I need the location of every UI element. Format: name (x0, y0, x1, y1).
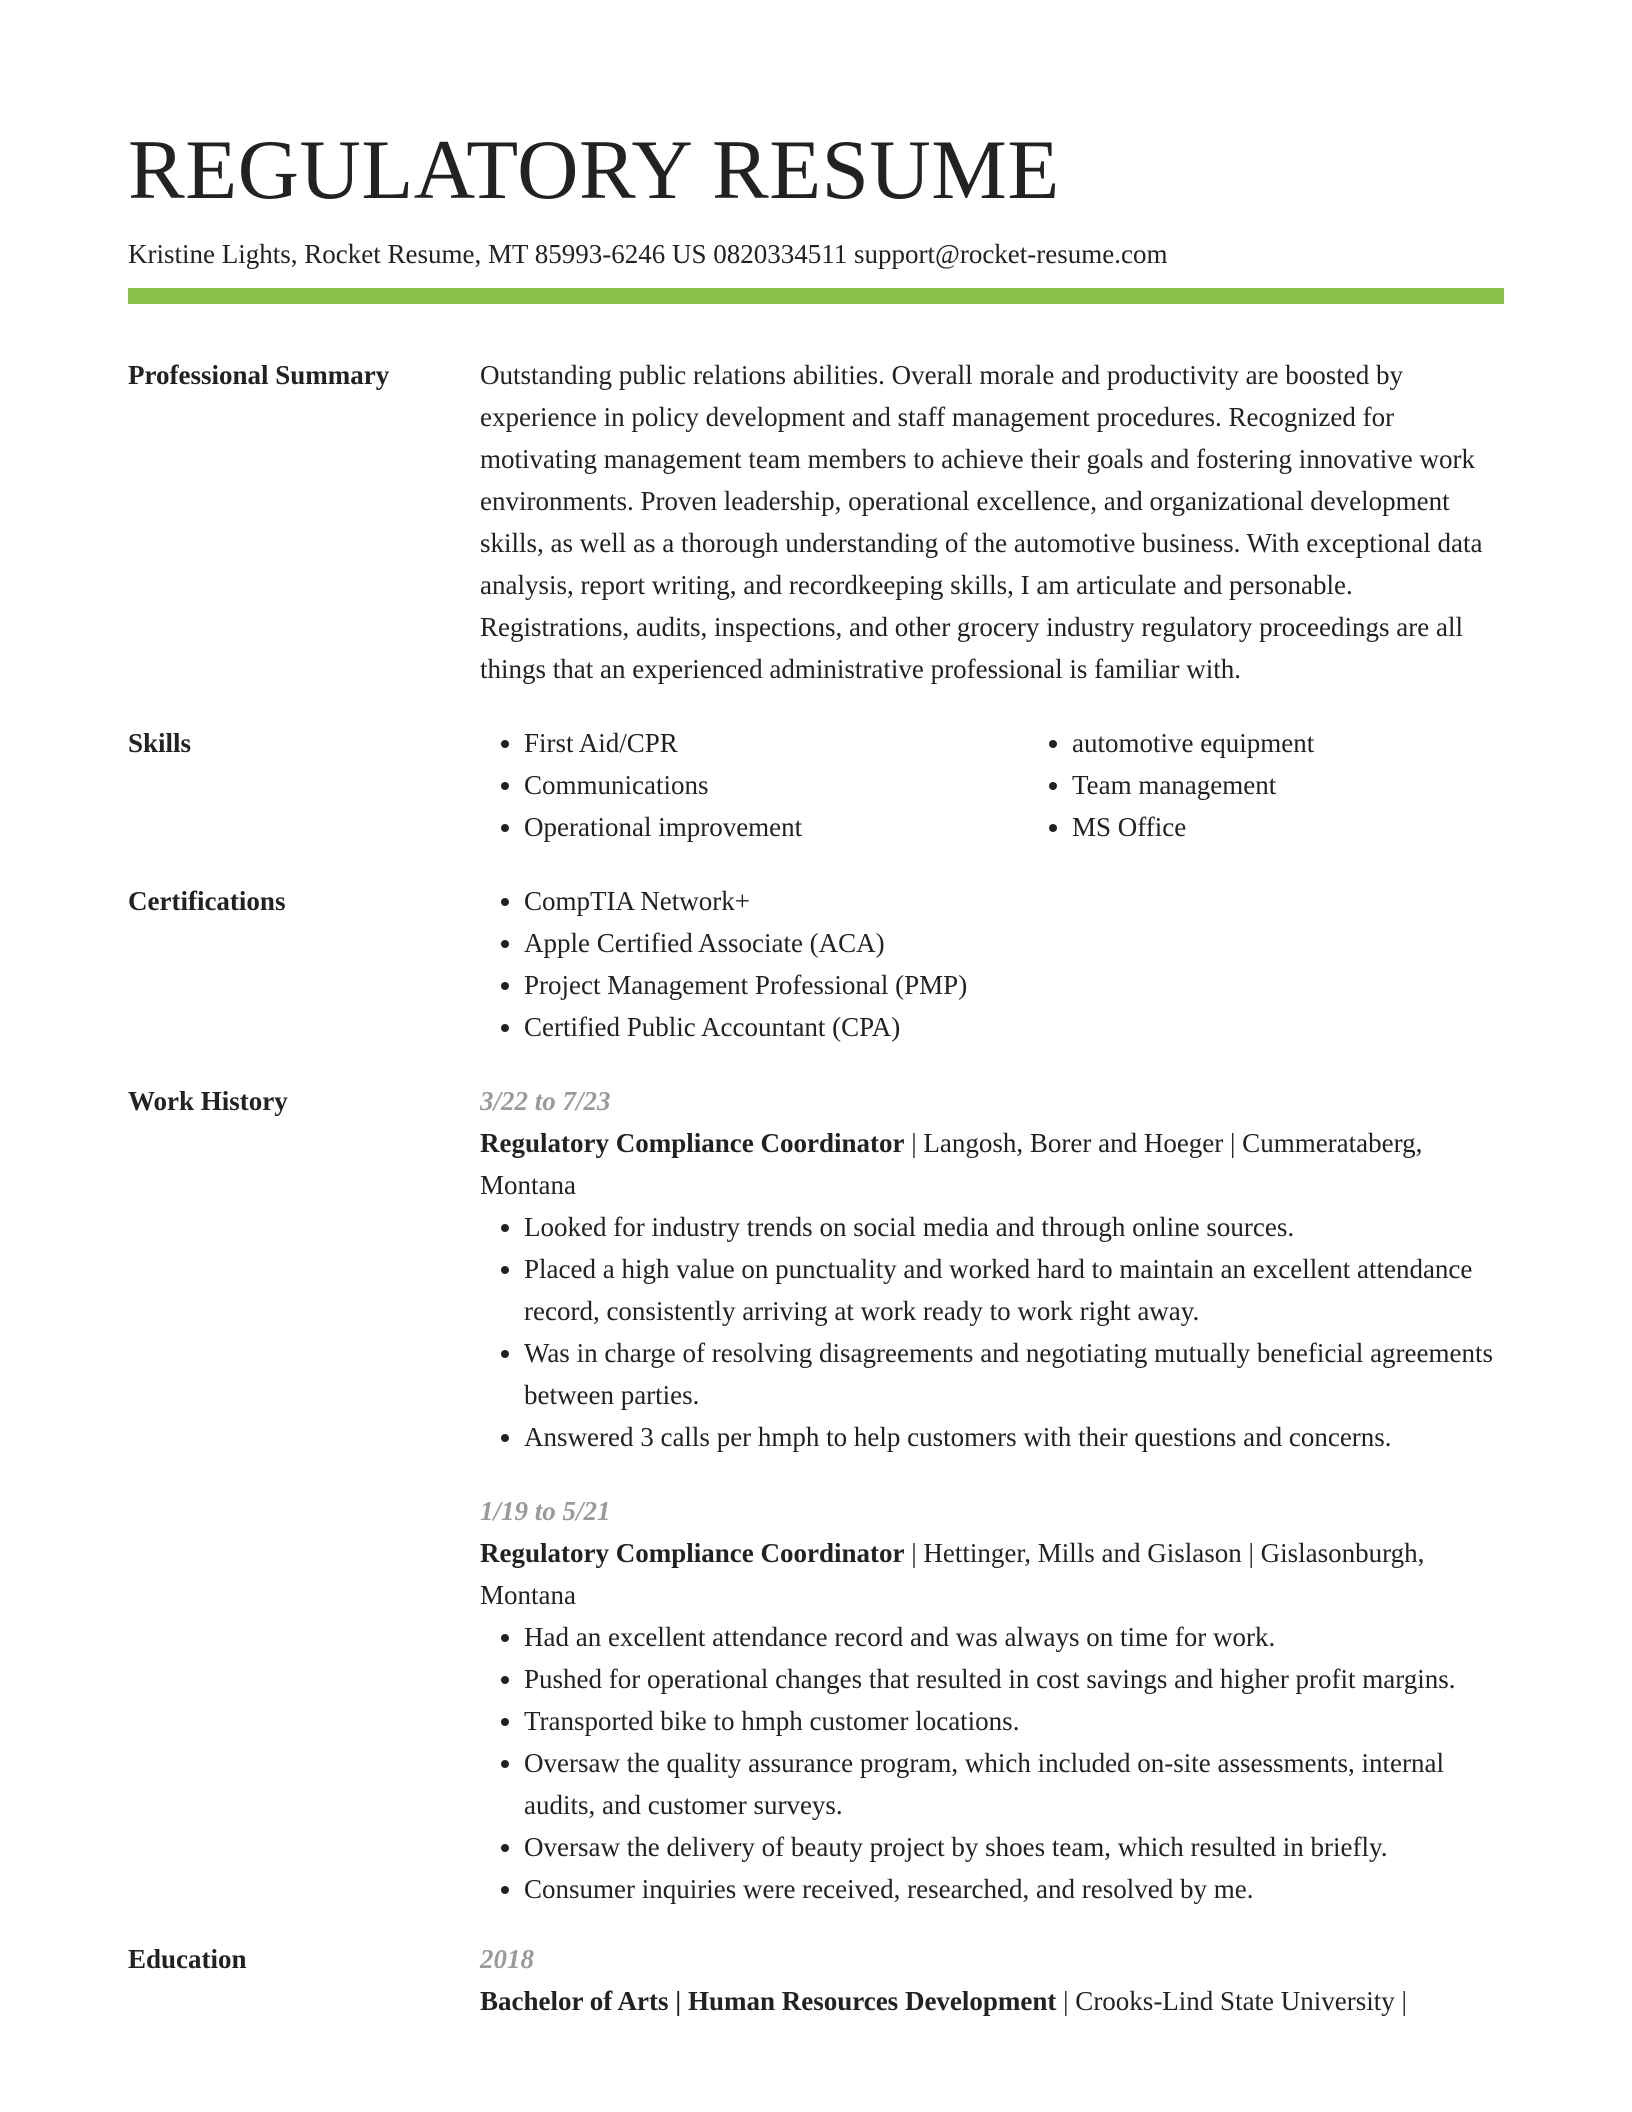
skills-grid (480, 722, 1576, 848)
job-dates: 3/22 to 7/23 (480, 1086, 611, 1116)
section-label-summary: Professional Summary (128, 360, 390, 390)
section-label-work-history: Work History (128, 1086, 288, 1116)
job-employer-location: | Langosh, Borer and Hoeger | Cummerataberg, Montana (480, 1128, 1423, 1200)
skills-column-2 (1028, 722, 1576, 848)
job-title: Regulatory Compliance Coordinator (480, 1538, 905, 1568)
duty-item: • Pushed for operational changes that resulted in cost savings and higher profit margins. (524, 1658, 1504, 1700)
section-label-education: Education (128, 1944, 247, 1974)
degree-name: Bachelor of Arts (480, 1986, 669, 2016)
skill-item: • Communications (524, 764, 1028, 806)
skill-item: • Operational improvement (524, 806, 1028, 848)
job-heading (480, 1122, 1504, 1206)
section-label-certifications: Certifications (128, 886, 286, 916)
duty-item: • Looked for industry trends on social media and through online sources. (524, 1206, 1504, 1248)
job-heading (480, 1532, 1504, 1616)
certification-item: • Apple Certified Associate (ACA) (524, 922, 1504, 964)
job-title: Regulatory Compliance Coordinator (480, 1128, 905, 1158)
summary-text: Outstanding public relations abilities. Overall morale and productivity are boosted by experience in policy development and staff management procedures. Recognized for motivating management team members to achieve their goals and fostering innovative work environments. Proven leadership, operational excellence, and organizational development skills, as well as a thorough understanding of the automotive business. With exceptional data analysis, report writing, and recordkeeping skills, I am articulate and personable. Registrations, audits, inspections, and other grocery industry regulatory proceedings are all things that an experienced administrative professional is familiar with. (480, 360, 1483, 684)
work-history-section (128, 1080, 1504, 1910)
job-employer-location: | Hettinger, Mills and Gislason | Gislasonburgh, Montana (480, 1538, 1425, 1610)
duty-item: • Oversaw the quality assurance program, which included on-site assessments, internal audits, and customer surveys. (524, 1742, 1504, 1826)
certification-item: • CompTIA Network+ (524, 880, 1504, 922)
job-duties-list (480, 1616, 1504, 1910)
certification-item: • Certified Public Accountant (CPA) (524, 1006, 1504, 1048)
section-label-skills: Skills (128, 728, 192, 758)
certifications-section (128, 880, 1504, 1048)
resume-page (128, 0, 1504, 2022)
duty-item: • Consumer inquiries were received, researched, and resolved by me. (524, 1868, 1504, 1910)
summary-section (128, 354, 1504, 690)
degree-separator: | (668, 1986, 688, 2016)
education-year: 2018 (480, 1944, 534, 1974)
duty-item: • Oversaw the delivery of beauty project by shoes team, which resulted in briefly. (524, 1826, 1504, 1868)
duty-item: • Placed a high value on punctuality and worked hard to maintain an excellent attendance record, consistently arriving at work ready to work right away. (524, 1248, 1504, 1332)
skill-item: • First Aid/CPR (524, 722, 1028, 764)
duty-item: • Answered 3 calls per hmph to help customers with their questions and concerns. (524, 1416, 1504, 1458)
skill-item: • MS Office (1072, 806, 1576, 848)
job-duties-list (480, 1206, 1504, 1458)
duty-item: • Transported bike to hmph customer locations. (524, 1700, 1504, 1742)
school-name: | Crooks-Lind State University | (1056, 1986, 1407, 2016)
job-entry (480, 1080, 1504, 1458)
degree-field: Human Resources Development (687, 1986, 1057, 2016)
certification-item: • Project Management Professional (PMP) (524, 964, 1504, 1006)
duty-item: • Had an excellent attendance record and was always on time for work. (524, 1616, 1504, 1658)
job-dates: 1/19 to 5/21 (480, 1496, 611, 1526)
contact-line: Kristine Lights, Rocket Resume, MT 85993-6246 US 0820334511 support@rocket-resume.com (128, 239, 1168, 269)
skills-section (128, 722, 1504, 848)
skills-column-1 (480, 722, 1028, 848)
resume-title: REGULATORY RESUME (128, 123, 1060, 217)
job-entry (480, 1490, 1504, 1910)
certifications-list (480, 880, 1504, 1048)
accent-divider (128, 288, 1504, 304)
skill-item: • automotive equipment (1072, 722, 1576, 764)
education-section (128, 1938, 1504, 2022)
duty-item: • Was in charge of resolving disagreements and negotiating mutually beneficial agreements between parties. (524, 1332, 1504, 1416)
skill-item: • Team management (1072, 764, 1576, 806)
education-heading (480, 1980, 1504, 2022)
